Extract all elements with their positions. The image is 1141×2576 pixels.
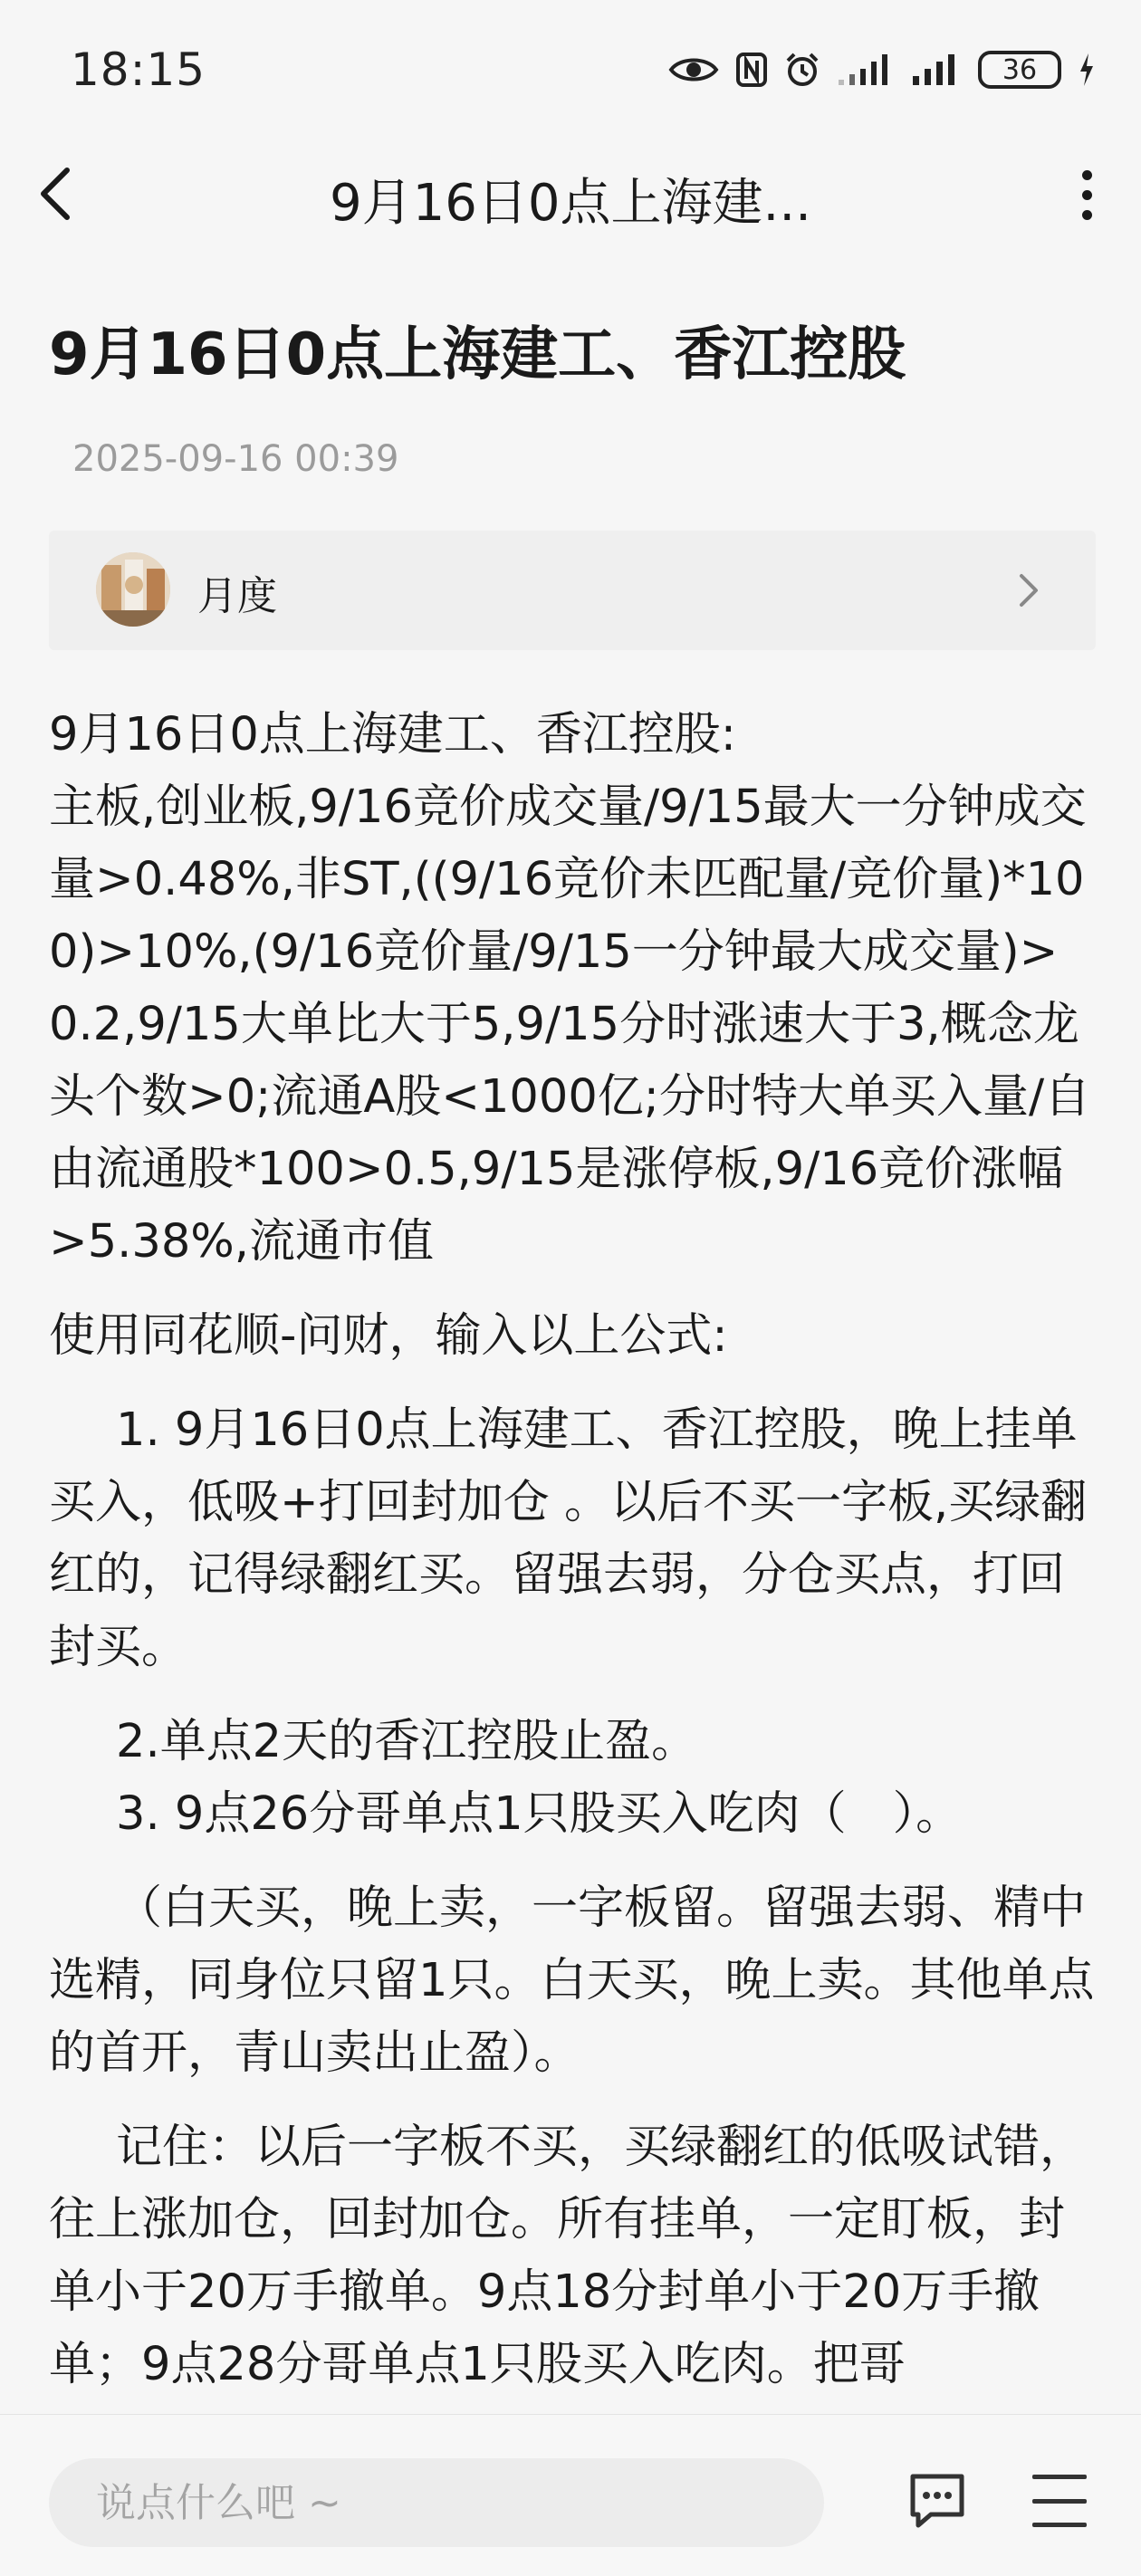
page-title: 9月16日0点上海建... (330, 174, 811, 233)
article-body (49, 699, 1099, 2401)
body-paragraph: 使用同花顺-问财，输入以上公式: (49, 1309, 728, 1363)
article-title: 9月16日0点上海建工、香江控股 (49, 321, 906, 388)
body-paragraph: 主板,创业板,9/16竞价成交量/9/15最大一分钟成交量>0.48%,非ST,((9/16竞价未匹配量/竞价量)*100)>10%,(9/16竞价量/9/15一分钟最大成交量)>0.2,9/15大单比大于5,9/15分时涨速大于3,概念龙头个数>0;流通A股<1000亿;分时特大单买入量/自由流通股*100>0.5,9/15是涨停板,9/16竞价涨幅>5.38%,流通市值 (49, 780, 1091, 1269)
comment-input[interactable] (49, 2458, 824, 2547)
chevron-right-icon[interactable] (1012, 570, 1045, 610)
battery-icon: 36 (978, 51, 1061, 89)
comment-icon[interactable] (906, 2469, 969, 2533)
alarm-icon (784, 52, 820, 88)
body-paragraph: （白天买，晚上卖，一字板留。留强去弱、精中选精，同身位只留1只。白天买，晚上卖。其他单点的首开，青山卖出止盈）。 (49, 1882, 1095, 2080)
bottom-bar (0, 2414, 1141, 2576)
signal-icon (837, 53, 895, 87)
body-paragraph: 2.单点2天的香江控股止盈。 (116, 1715, 698, 1768)
charging-icon (1078, 52, 1096, 88)
article-date: 2025-09-16 00:39 (72, 438, 399, 480)
author-card[interactable] (49, 531, 1096, 650)
body-paragraph: 3. 9点26分哥单点1只股买入吃肉（ ）。 (116, 1787, 963, 1841)
status-time: 18:15 (71, 43, 206, 96)
nfc-icon (735, 52, 768, 88)
avatar[interactable] (96, 552, 170, 627)
more-vertical-icon[interactable] (1060, 163, 1114, 226)
author-name[interactable]: 月度 (197, 573, 277, 619)
back-arrow-icon (36, 165, 72, 223)
signal-icon (911, 53, 962, 87)
body-paragraph: 9月16日0点上海建工、香江控股: (49, 708, 736, 761)
back-button[interactable] (25, 165, 83, 223)
body-paragraph: 1. 9月16日0点上海建工、香江控股，晚上挂单买入，低吸+打回封加仓 。以后不买一字板,买绿翻红的，记得绿翻红买。留强去弱，分仓买点，打回封买。 (49, 1403, 1088, 1674)
menu-icon[interactable] (1032, 2475, 1087, 2527)
status-bar (0, 0, 1141, 136)
app-bar (0, 136, 1141, 254)
eye-icon (668, 53, 719, 86)
status-icons (668, 47, 1096, 92)
body-paragraph: 记住：以后一字板不买，买绿翻红的低吸试错，往上涨加仓，回封加仓。所有挂单，一定盯板，封单小于20万手撤单。9点18分封单小于20万手撤单；9点28分哥单点1只股买入吃肉。把哥 (49, 2121, 1087, 2391)
